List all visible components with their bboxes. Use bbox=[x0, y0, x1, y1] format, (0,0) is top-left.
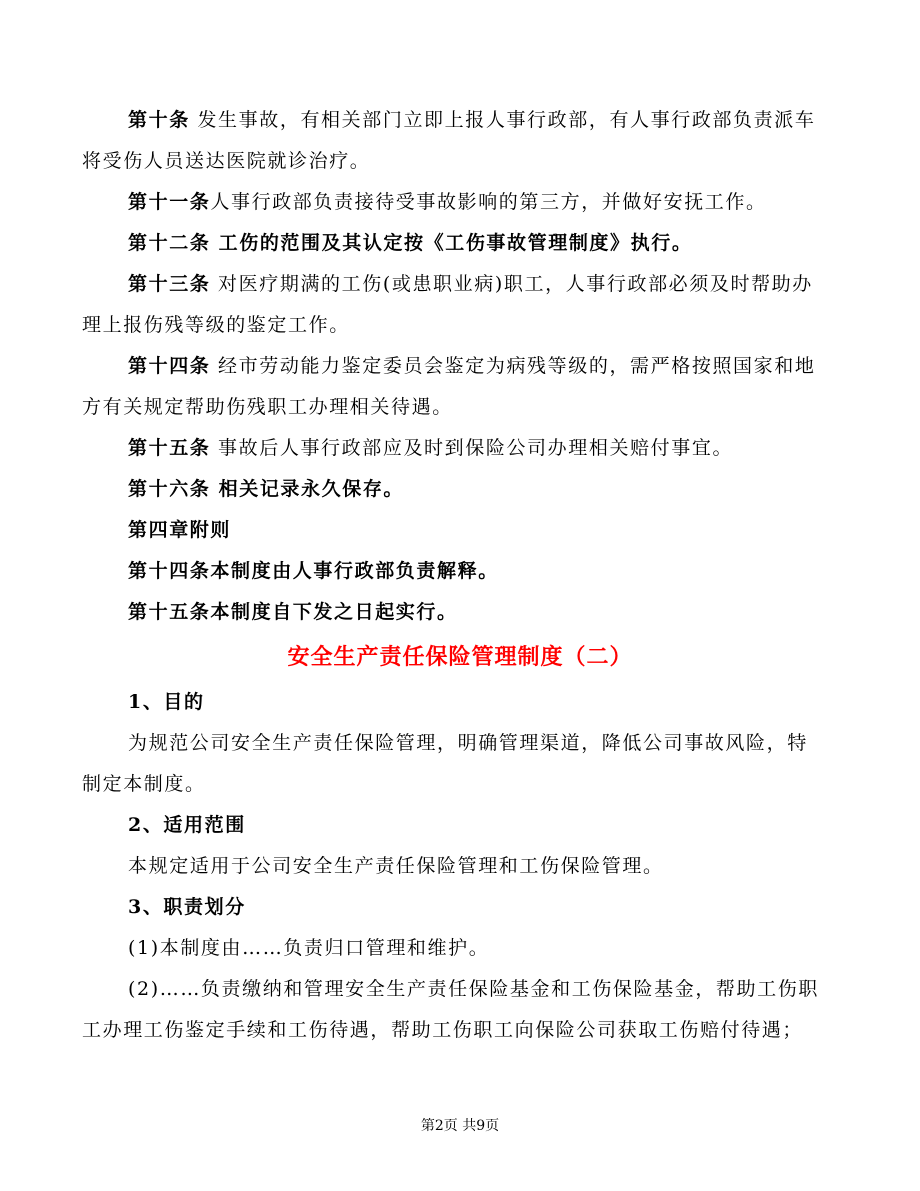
article-label: 第十一条 bbox=[128, 191, 211, 213]
article-text: 人事行政部负责接待受事故影响的第三方，并做好安抚工作。 bbox=[210, 191, 767, 213]
article-15 bbox=[82, 428, 828, 469]
chapter-4-article-15: 第十五条本制度自下发之日起实行。 bbox=[128, 601, 458, 623]
article-label: 第十条 bbox=[128, 109, 190, 131]
article-text: 事故后人事行政部应及时到保险公司办理相关赔付事宜。 bbox=[218, 437, 734, 459]
article-label: 第十三条 bbox=[128, 273, 211, 295]
article-label: 第十二条 bbox=[128, 232, 211, 254]
article-10 bbox=[82, 100, 828, 182]
article-text: 相关记录永久保存。 bbox=[218, 478, 405, 500]
section-3-heading: 3、职责划分 bbox=[128, 896, 246, 918]
section-2-body: 本规定适用于公司安全生产责任保险管理和工伤保险管理。 bbox=[128, 855, 664, 877]
article-text: 对医疗期满的工伤(或患职业病)职工，人事行政部必须及时帮助办理上报伤残等级的鉴定工作。 bbox=[82, 273, 813, 336]
chapter-4-heading: 第四章附则 bbox=[128, 519, 232, 541]
article-label: 第十四条 bbox=[128, 355, 211, 377]
article-16 bbox=[82, 469, 828, 510]
section-3-item-1: (1)本制度由……负责归口管理和维护。 bbox=[128, 937, 490, 959]
article-text: 工伤的范围及其认定按《工伤事故管理制度》执行。 bbox=[218, 232, 693, 254]
article-12 bbox=[82, 223, 828, 264]
section-3-item-2: (2)……负责缴纳和管理安全生产责任保险基金和工伤保险基金，帮助工伤职工办理工伤鉴定手续和工伤待遇，帮助工伤职工向保险公司获取工伤赔付待遇； bbox=[82, 978, 819, 1041]
article-11 bbox=[82, 182, 828, 223]
article-text: 发生事故，有相关部门立即上报人事行政部，有人事行政部负责派车将受伤人员送达医院就诊治疗。 bbox=[82, 109, 816, 172]
article-14 bbox=[82, 346, 828, 428]
section-1-body: 为规范公司安全生产责任保险管理，明确管理渠道，降低公司事故风险，特制定本制度。 bbox=[82, 732, 808, 795]
section-2-heading: 2、适用范围 bbox=[128, 814, 246, 836]
page-footer: 第2页 共9页 bbox=[420, 1118, 500, 1134]
article-label: 第十五条 bbox=[128, 437, 211, 459]
article-13 bbox=[82, 264, 828, 346]
section-1-heading: 1、目的 bbox=[128, 691, 205, 713]
document-title: 安全生产责任保险管理制度（二） bbox=[287, 644, 633, 670]
article-label: 第十六条 bbox=[128, 478, 211, 500]
chapter-4-article-14: 第十四条本制度由人事行政部负责解释。 bbox=[128, 560, 499, 582]
article-text: 经市劳动能力鉴定委员会鉴定为病残等级的，需严格按照国家和地方有关规定帮助伤残职工办理相关待遇。 bbox=[82, 355, 816, 418]
